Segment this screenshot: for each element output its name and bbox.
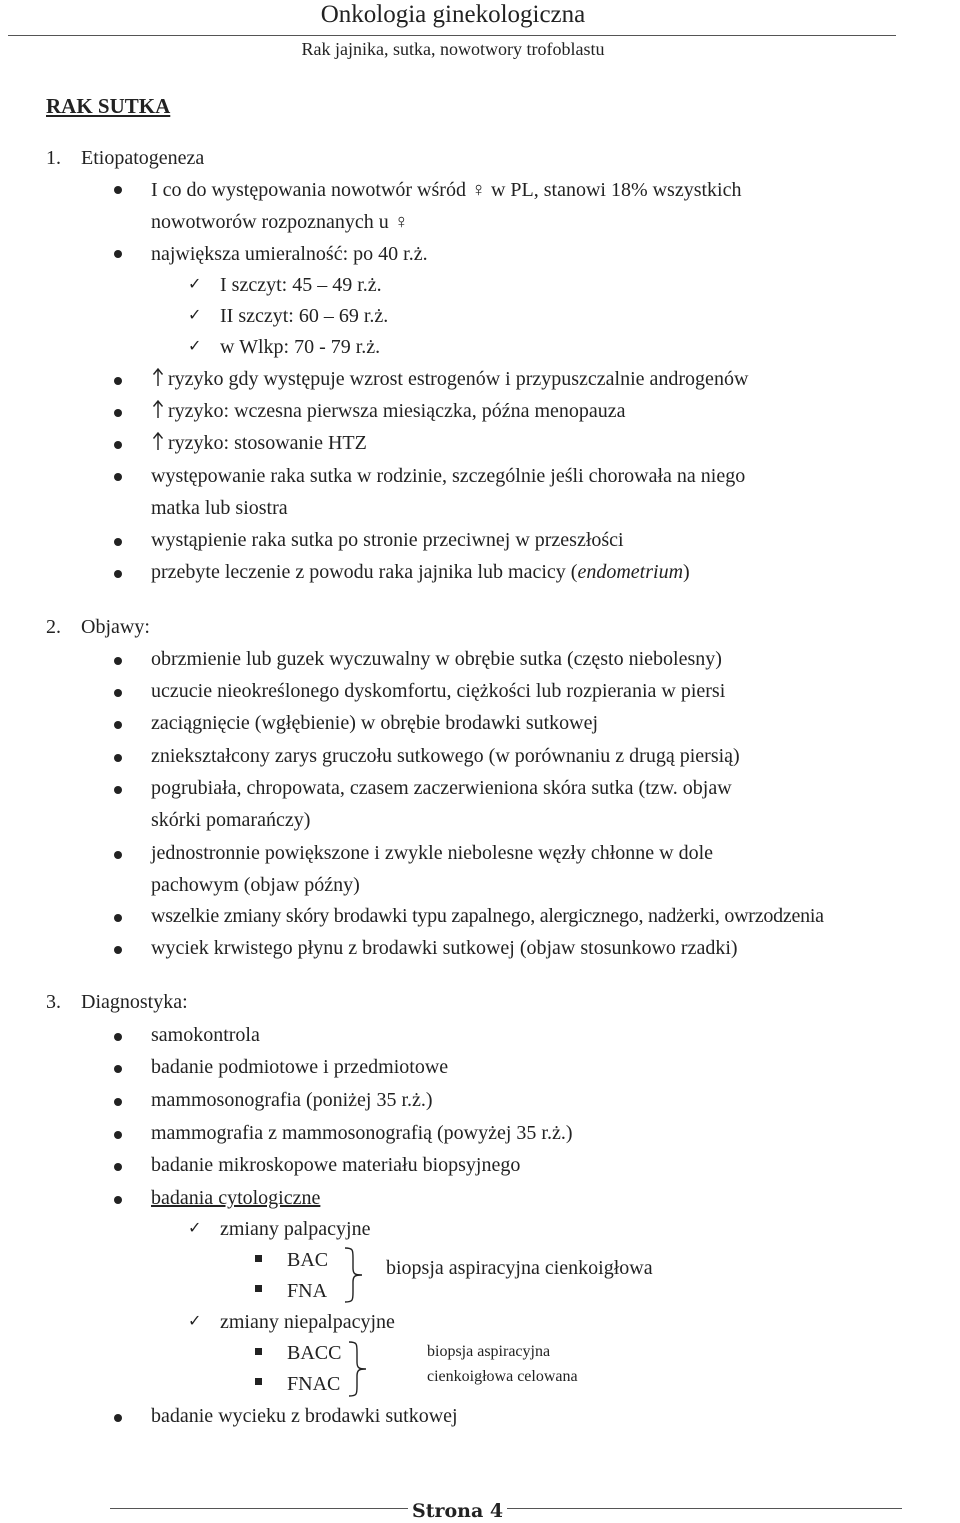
bullet-icon [114, 657, 122, 665]
bullet-icon [114, 1163, 122, 1171]
s3-bac: BAC [287, 1249, 329, 1271]
bullet-icon [114, 946, 122, 954]
bullet-icon [114, 721, 122, 729]
s2-item-5-line-2: skórki pomarańczy) [151, 809, 311, 831]
page-number: Strona 4 [408, 1499, 507, 1523]
bullet-icon [114, 786, 122, 794]
checkmark-icon: ✓ [188, 274, 202, 293]
s1-heading: Etiopatogeneza [81, 147, 205, 169]
s2-item-7: wszelkie zmiany skóry brodawki typu zapalnego, alergicznego, nadżerki, owrzodzenia [151, 905, 824, 927]
bullet-icon [114, 1098, 122, 1106]
s3-heading: Diagnostyka: [81, 991, 188, 1013]
s3-item-1: samokontrola [151, 1024, 260, 1046]
s1-prior-treatment: przebyte leczenie z powodu raka jajnika lub macicy (endometrium) [151, 561, 690, 583]
square-bullet-icon [255, 1255, 262, 1262]
s2-item-1: obrzmienie lub guzek wyczuwalny w obrębie sutka (często niebolesny) [151, 648, 722, 670]
s2-item-3: zaciągnięcie (wgłębienie) w obrębie brodawki sutkowej [151, 712, 599, 734]
bullet-icon [114, 377, 122, 385]
s3-bacc: BACC [287, 1342, 342, 1364]
bullet-icon [114, 409, 122, 417]
section-title: RAK SUTKA [46, 94, 171, 118]
s2-number: 2. [46, 616, 61, 638]
s1-risk-menstruation: ryzyko: wczesna pierwsza miesiączka, późna menopauza [168, 400, 626, 422]
square-bullet-icon [255, 1348, 262, 1355]
s3-fna: FNA [287, 1280, 328, 1302]
s1-contralateral: wystąpienie raka sutka po stronie przeciwnej w przeszłości [151, 529, 624, 551]
s3-item-3: mammosonografia (poniżej 35 r.ż.) [151, 1089, 433, 1111]
right-brace-icon [343, 1246, 365, 1304]
up-arrow-icon [152, 431, 164, 451]
s2-heading: Objawy: [81, 616, 150, 638]
s3-brace-label-2-line-2: cienkoigłowa celowana [427, 1368, 578, 1385]
s2-item-2: uczucie nieokreślonego dyskomfortu, ciężkości lub rozpierania w piersi [151, 680, 726, 702]
header-rule [8, 35, 896, 36]
s1-peak-wlkp: w Wlkp: 70 - 79 r.ż. [220, 336, 381, 358]
s2-item-5-line-1: pogrubiała, chropowata, czasem zaczerwieniona skóra sutka (tzw. objaw [151, 777, 732, 799]
bullet-icon [114, 186, 122, 194]
bullet-icon [114, 754, 122, 762]
square-bullet-icon [255, 1285, 262, 1292]
s1-risk-htz: ryzyko: stosowanie HTZ [168, 432, 367, 454]
s1-peak-1: I szczyt: 45 – 49 r.ż. [220, 274, 382, 296]
s1-item-2: największa umieralność: po 40 r.ż. [151, 243, 428, 265]
bullet-icon [114, 441, 122, 449]
s3-item-4: mammografia z mammosonografią (powyżej 35 r.ż.) [151, 1122, 573, 1144]
bullet-icon [114, 570, 122, 578]
s2-item-6-line-1: jednostronnie powiększone i zwykle niebolesne węzły chłonne w dole [151, 842, 714, 864]
s1-risk-estrogen: ryzyko gdy występuje wzrost estrogenów i przypuszczalnie androgenów [168, 368, 749, 390]
up-arrow-icon [152, 367, 164, 387]
checkmark-icon: ✓ [188, 336, 202, 355]
bullet-icon [114, 473, 122, 481]
bullet-icon [114, 250, 122, 258]
document-subtitle: Rak jajnika, sutka, nowotwory trofoblastu [301, 39, 605, 59]
s1-item-1-line-1: I co do występowania nowotwór wśród ♀ w PL, stanowi 18% wszystkich [151, 179, 742, 201]
up-arrow-icon [152, 399, 164, 419]
checkmark-icon: ✓ [188, 305, 202, 324]
s1-family-line-1: występowanie raka sutka w rodzinie, szczególnie jeśli chorowała na niego [151, 465, 746, 487]
s2-item-4: zniekształcony zarys gruczołu sutkowego (w porównaniu z drugą piersią) [151, 745, 740, 767]
bullet-icon [114, 689, 122, 697]
s3-nonpalpable: zmiany niepalpacyjne [220, 1311, 395, 1333]
s2-item-8: wyciek krwistego płynu z brodawki sutkowej (objaw stosunkowo rzadki) [151, 937, 738, 959]
s3-item-2: badanie podmiotowe i przedmiotowe [151, 1056, 449, 1078]
bullet-icon [114, 1196, 122, 1204]
bullet-icon [114, 851, 122, 859]
square-bullet-icon [255, 1378, 262, 1385]
bullet-icon [114, 1033, 122, 1041]
s1-item-1-line-2: nowotworów rozpoznanych u ♀ [151, 211, 409, 233]
right-brace-icon [347, 1340, 369, 1398]
s3-item-6: badania cytologiczne [151, 1187, 321, 1209]
s3-item-5: badanie mikroskopowe materiału biopsyjnego [151, 1154, 521, 1176]
s3-number: 3. [46, 991, 61, 1013]
bullet-icon [114, 538, 122, 546]
s2-item-6-line-2: pachowym (objaw późny) [151, 874, 360, 896]
s1-number: 1. [46, 147, 61, 169]
bullet-icon [114, 1065, 122, 1073]
bullet-icon [114, 1414, 122, 1422]
s3-brace-label-2-line-1: biopsja aspiracyjna [427, 1343, 551, 1360]
document-title: Onkologia ginekologiczna [320, 1, 586, 28]
s1-family-line-2: matka lub siostra [151, 497, 288, 519]
s3-brace-label-1: biopsja aspiracyjna cienkoigłowa [386, 1257, 653, 1279]
bullet-icon [114, 914, 122, 922]
s1-peak-2: II szczyt: 60 – 69 r.ż. [220, 305, 389, 327]
s3-palpable: zmiany palpacyjne [220, 1218, 371, 1240]
checkmark-icon: ✓ [188, 1218, 202, 1237]
s3-fnac: FNAC [287, 1373, 341, 1395]
s3-item-7: badanie wycieku z brodawki sutkowej [151, 1405, 458, 1427]
bullet-icon [114, 1131, 122, 1139]
checkmark-icon: ✓ [188, 1311, 202, 1330]
